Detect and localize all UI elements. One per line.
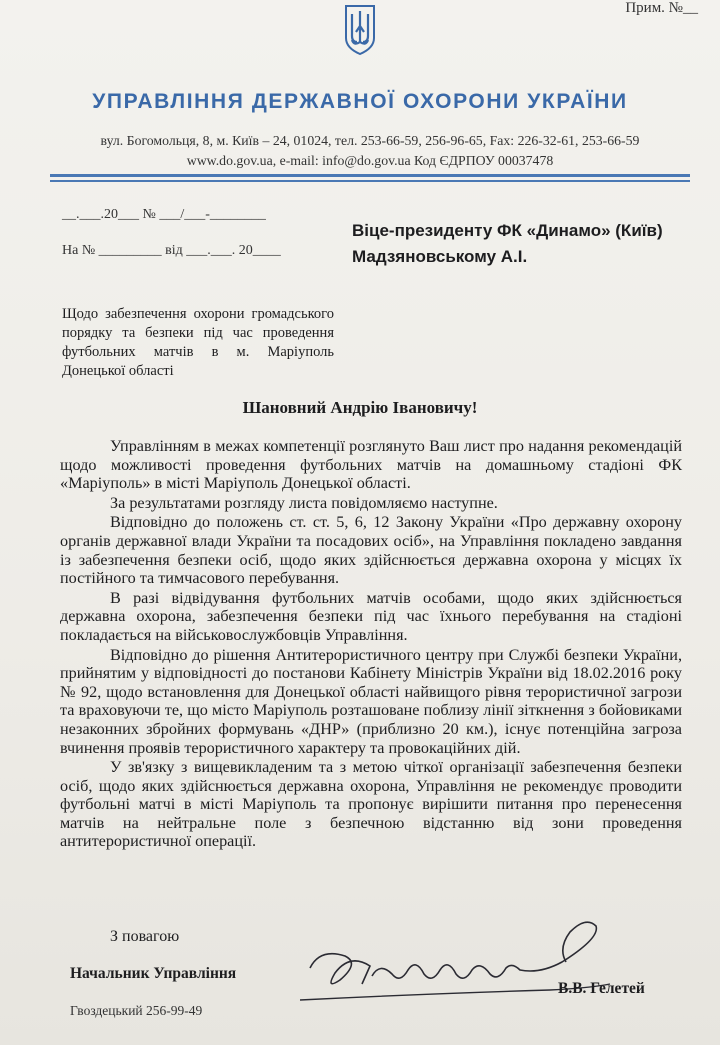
registration-note: Прим. №__ [625,0,698,16]
executor-contact: Гвоздецький 256-99-49 [70,1003,203,1018]
header-rule-thin [50,180,690,182]
body-paragraph: В разі відвідування футбольних матчів особами, щодо яких здійснюється державна охорона, забезпечення безпеки під час їхнього перебування на стадіоні покладається на військовослужбовців Управління. [60,588,682,644]
subject-block: Щодо забезпечення охорони громадського порядку та безпеки під час проведення футбольних матчів в м. Маріуполь Донецької області [62,306,334,379]
outgoing-reference: __.___.20___ № ___/___-________ [62,207,266,222]
addressee-position: Віце-президенту ФК «Динамо» (Київ) [352,221,663,240]
letter-body [60,437,682,852]
trident-emblem-icon [343,2,377,56]
body-paragraph: Відповідно до рішення Антитерористичного центру при Службі безпеки України, прийнятим у відповідності до постанови Кабінету Міністрів України від 18.02.2016 року № 92, щодо встановлення для Донецької області найвищого рівня терористичної загрози та враховуючи те, що місто Маріуполь розташоване поблизу лінії зіткнення з бойовиками незаконних збройних формувань «ДНР» (приблизно 20 км.), існує потенційна загроза вчинення проявів терористичного характеру та провокаційних дій. [60,645,682,757]
body-paragraph: Відповідно до положень ст. ст. 5, 6, 12 Закону України «Про державну охорону органів державної влади України та посадових осіб», на Управління покладено завдання із забезпечення безпеки осіб, щодо яких здійснюється державна охорона у місцях їх постійного та тимчасового перебування. [60,513,682,588]
body-paragraph: Управлінням в межах компетенції розглянуто Ваш лист про надання рекомендацій щодо можливості проведення футбольних матчів на домашньому стадіоні ФК «Маріуполь» в місті Маріуполь Донецької області. [60,437,682,493]
incoming-reference: На № _________ від ___.___. 20____ [62,243,281,258]
signatory-title: Начальник Управління [70,965,237,982]
body-paragraph: За результатами розгляду листа повідомляємо наступне. [110,493,498,512]
contact-block [50,131,690,171]
body-paragraph: У зв'язку з вищевикладеним та з метою чіткої організації забезпечення безпеки осіб, щодо яких здійснюється державна охорона, Управління не рекомендує проводити футбольні матчі в місті Маріуполь та пропонує вирішити питання про перенесення матчів на нейтральне поле з безпечною відстанню від зони проведення антитерористичної операції. [60,758,682,851]
header-rule-thick [50,174,690,177]
addressee-name: Мадзяновському А.І. [352,247,528,266]
signatory-name: В.В. Гелетей [558,980,645,997]
greeting: Шановний Андрію Івановичу! [242,398,478,417]
addressee-block [352,218,692,270]
web-line: www.do.gov.ua, e-mail: info@do.gov.ua Код ЄДРПОУ 00037478 [186,153,554,168]
regards: З повагою [110,928,180,945]
address-line: вул. Богомольця, 8, м. Київ – 24, 01024, тел. 253-66-59, 256-96-65, Fax: 226-32-61, 253-66-59 [100,133,640,148]
organization-name: УПРАВЛІННЯ ДЕРЖАВНОЇ ОХОРОНИ УКРАЇНИ [92,90,628,113]
